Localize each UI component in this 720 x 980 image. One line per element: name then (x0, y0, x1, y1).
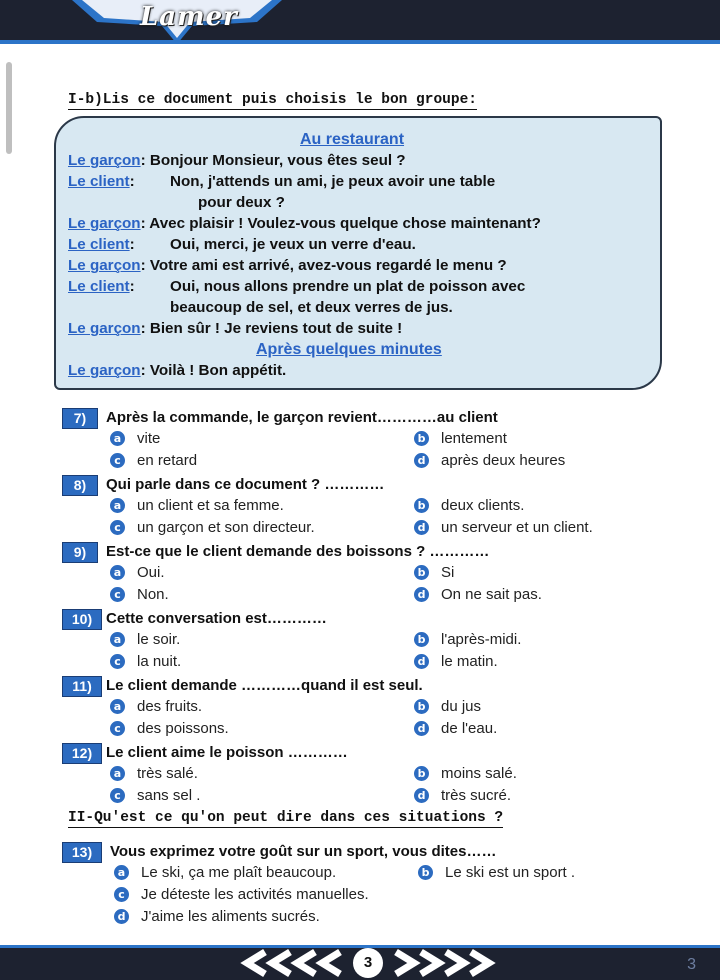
scrollbar[interactable] (6, 62, 12, 154)
option-a[interactable]: a très salé. (110, 765, 198, 783)
section-2-title: II-Qu'est ce qu'on peut dire dans ces situations ? (68, 810, 504, 826)
option-letter-icon: a (110, 498, 125, 513)
speaker-label: Le garçon (68, 362, 141, 379)
question-text: Qui parle dans ce document ? ………… (106, 476, 385, 493)
option-letter-icon: a (110, 766, 125, 781)
option-letter-icon: d (114, 909, 129, 924)
option-a[interactable]: a Oui. (110, 564, 165, 582)
option-letter-icon: b (414, 431, 429, 446)
option-letter-icon: d (414, 788, 429, 803)
option-letter-icon: b (414, 565, 429, 580)
dialogue-line: Le garçon: Avec plaisir ! Voulez-vous quelque chose maintenant? (68, 215, 541, 232)
option-letter-icon: a (110, 699, 125, 714)
question-text: Après la commande, le garçon revient…………au client (106, 409, 498, 426)
question-text: Vous exprimez votre goût sur un sport, vous dites…… (110, 843, 497, 860)
option-c[interactable]: c en retard (110, 452, 197, 470)
page-number: 3 (353, 948, 383, 978)
question-number: 7) (62, 408, 98, 429)
option-d[interactable]: d très sucré. (414, 787, 511, 805)
question-number: 9) (62, 542, 98, 563)
option-c[interactable]: c Je déteste les activités manuelles. (114, 886, 369, 904)
option-c[interactable]: c Non. (110, 586, 169, 604)
section-1-title: I-b)Lis ce document puis choisis le bon groupe: (68, 92, 477, 108)
option-letter-icon: a (110, 565, 125, 580)
option-a[interactable]: a des fruits. (110, 698, 202, 716)
dialogue-line: Le garçon: Bien sûr ! Je reviens tout de suite ! (68, 320, 403, 337)
option-letter-icon: b (418, 865, 433, 880)
option-d[interactable]: d On ne sait pas. (414, 586, 542, 604)
chevrons-left-icon (235, 949, 355, 977)
question-text: Le client demande …………quand il est seul. (106, 677, 423, 694)
dialogue-subheading: Après quelques minutes (256, 341, 442, 358)
option-c[interactable]: c la nuit. (110, 653, 181, 671)
speaker-label: Le garçon (68, 152, 141, 169)
option-letter-icon: c (110, 721, 125, 736)
option-a[interactable]: a le soir. (110, 631, 180, 649)
option-c[interactable]: c des poissons. (110, 720, 229, 738)
dialogue-line: Le client: (68, 236, 135, 253)
option-letter-icon: d (414, 453, 429, 468)
dialogue-line-text: Oui, nous allons prendre un plat de poisson avec (170, 278, 526, 295)
dialogue-line: Le client: (68, 173, 135, 190)
option-letter-icon: c (110, 654, 125, 669)
option-letter-icon: c (110, 520, 125, 535)
option-b[interactable]: b Si (414, 564, 454, 582)
option-letter-icon: b (414, 632, 429, 647)
question-number: 10) (62, 609, 102, 630)
option-letter-icon: b (414, 766, 429, 781)
page-number-corner: 3 (687, 956, 696, 973)
option-b[interactable]: b l'après-midi. (414, 631, 521, 649)
option-letter-icon: c (110, 453, 125, 468)
option-a[interactable]: a vite (110, 430, 160, 448)
option-b[interactable]: b deux clients. (414, 497, 524, 515)
option-a[interactable]: a Le ski, ça me plaît beaucoup. (114, 864, 336, 882)
dialogue-line-text: Non, j'attends un ami, je peux avoir une table (170, 173, 496, 190)
dialogue-continuation: beaucoup de sel, et deux verres de jus. (170, 299, 453, 316)
option-a[interactable]: a un client et sa femme. (110, 497, 284, 515)
speaker-label: Le garçon (68, 215, 141, 232)
option-d[interactable]: d de l'eau. (414, 720, 497, 738)
option-b[interactable]: b Le ski est un sport . (418, 864, 575, 882)
logo-text: Lamer (140, 2, 238, 32)
option-c[interactable]: c sans sel . (110, 787, 200, 805)
speaker-label: Le garçon (68, 320, 141, 337)
dialogue-title: Au restaurant (300, 131, 405, 148)
question-text: Cette conversation est………… (106, 610, 327, 627)
speaker-label: Le client (68, 236, 130, 253)
option-d[interactable]: d un serveur et un client. (414, 519, 593, 537)
dialogue-line: Le garçon: Bonjour Monsieur, vous êtes seul ? (68, 152, 406, 169)
speaker-label: Le client (68, 278, 130, 295)
option-d[interactable]: d après deux heures (414, 452, 565, 470)
question-text: Le client aime le poisson ………… (106, 744, 348, 761)
option-letter-icon: b (414, 699, 429, 714)
dialogue-line: Le garçon: Votre ami est arrivé, avez-vous regardé le menu ? (68, 257, 507, 274)
question-number: 11) (62, 676, 102, 697)
option-d[interactable]: d le matin. (414, 653, 498, 671)
option-letter-icon: a (110, 632, 125, 647)
option-b[interactable]: b lentement (414, 430, 507, 448)
dialogue-continuation: pour deux ? (198, 194, 285, 211)
chevrons-right-icon (381, 949, 501, 977)
question-number: 13) (62, 842, 102, 863)
option-letter-icon: c (114, 887, 129, 902)
speaker-label: Le garçon (68, 257, 141, 274)
dialogue-line: Le client: (68, 278, 135, 295)
option-letter-icon: c (110, 788, 125, 803)
option-letter-icon: b (414, 498, 429, 513)
option-letter-icon: d (414, 654, 429, 669)
speaker-label: Le client (68, 173, 130, 190)
question-text: Est-ce que le client demande des boissons ? ………… (106, 543, 490, 560)
dialogue-line-text: Oui, merci, je veux un verre d'eau. (170, 236, 416, 253)
option-letter-icon: d (414, 520, 429, 535)
option-letter-icon: a (110, 431, 125, 446)
option-c[interactable]: c un garçon et son directeur. (110, 519, 315, 537)
option-letter-icon: c (110, 587, 125, 602)
option-b[interactable]: b moins salé. (414, 765, 517, 783)
dialogue-line: Le garçon: Voilà ! Bon appétit. (68, 362, 287, 379)
option-letter-icon: a (114, 865, 129, 880)
question-number: 12) (62, 743, 102, 764)
question-number: 8) (62, 475, 98, 496)
option-letter-icon: d (414, 587, 429, 602)
option-letter-icon: d (414, 721, 429, 736)
option-d[interactable]: d J'aime les aliments sucrés. (114, 908, 320, 926)
option-b[interactable]: b du jus (414, 698, 481, 716)
